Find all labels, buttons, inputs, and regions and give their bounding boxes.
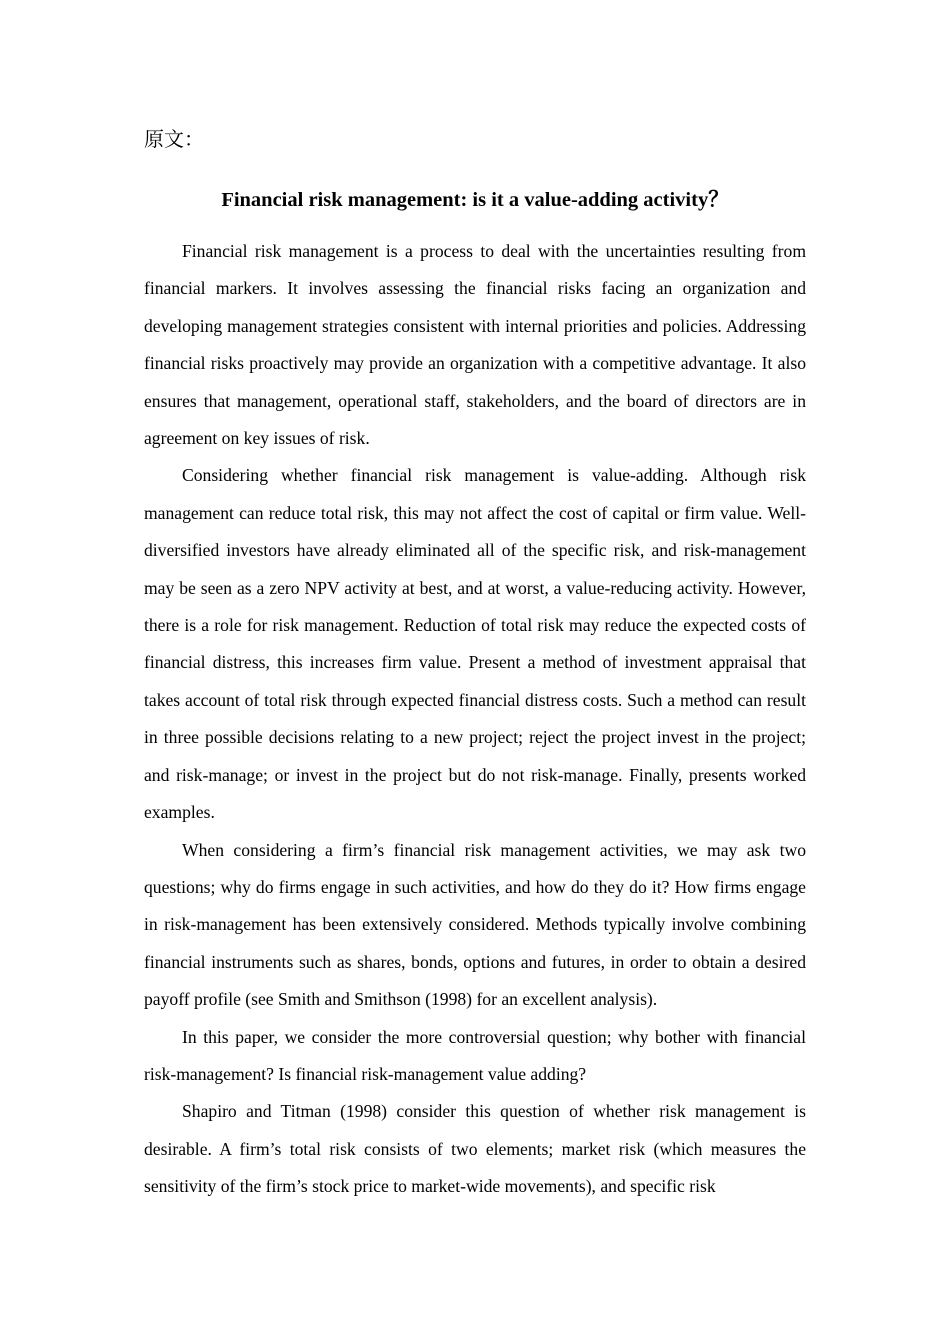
paragraph: Financial risk management is a process to deal with the uncertainties resulting from financial markers. It involves assessing the financial risks facing an organization and developing management strategies consistent with internal priorities and policies. Addressing financial risks proactively may provide an organization with a competitive advantage. It also ensures that management, operational staff, stakeholders, and the board of directors are in agreement on key issues of risk. bbox=[144, 241, 806, 449]
paragraph: Shapiro and Titman (1998) consider this question of whether risk management is desirable. A firm’s total risk consists of two elements; market risk (which measures the sensitivity of the firm’s stock price to market-wide movements), and specific risk bbox=[144, 1101, 806, 1197]
document-body bbox=[144, 233, 806, 1206]
section-label: 原文： bbox=[144, 127, 204, 151]
paragraph: Considering whether financial risk management is value-adding. Although risk management can reduce total risk, this may not affect the cost of capital or firm value. Well-diversified investors have already eliminated all of the specific risk, and risk-management may be seen as a zero NPV activity at best, and at worst, a value-reducing activity. However, there is a role for risk management. Reduction of total risk may reduce the expected costs of financial distress, this increases firm value. Present a method of investment appraisal that takes account of total risk through expected financial distress costs. Such a method can result in three possible decisions relating to a new project; reject the project invest in the project; and risk-manage; or invest in the project but do not risk-manage. Finally, presents worked examples. bbox=[144, 465, 806, 823]
document-title: Financial risk management: is it a value-adding activity？ bbox=[221, 189, 729, 211]
paragraph: In this paper, we consider the more controversial question; why bother with financial risk-management? Is financial risk-management value adding? bbox=[144, 1026, 806, 1084]
paragraph: When considering a firm’s financial risk management activities, we may ask two questions; why do firms engage in such activities, and how do they do it? How firms engage in risk-management has been extensively considered. Methods typically involve combining financial instruments such as shares, bonds, options and futures, in order to obtain a desired payoff profile (see Smith and Smithson (1998) for an excellent analysis). bbox=[144, 839, 806, 1010]
